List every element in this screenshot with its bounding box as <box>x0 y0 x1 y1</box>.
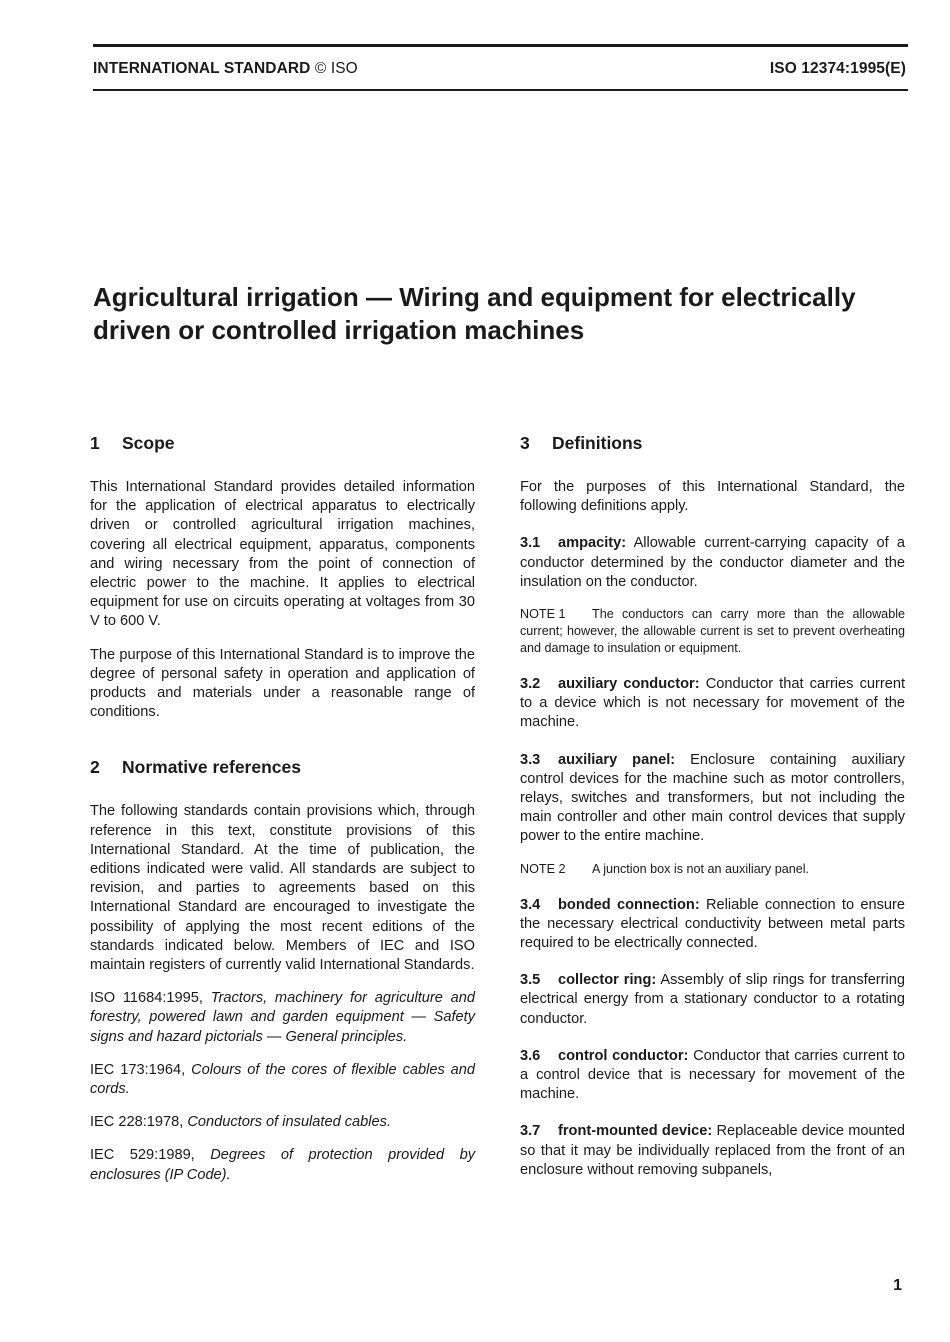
reference-item: IEC 529:1989, Degrees of protection provided by enclosures (IP Code). <box>90 1147 475 1183</box>
definition-note: NOTE 2 A junction box is not an auxiliary panel. <box>520 861 810 876</box>
header-iso-mark: © ISO <box>314 60 358 77</box>
definition-note: NOTE 1 The conductors can carry more than the allowable current; however, the allowable current is set to prevent overheating and damage to insulation or equipment. <box>520 607 905 656</box>
header-document-number: ISO 12374:1995(E) <box>769 60 906 77</box>
section-heading-scope: 1 Scope <box>90 433 175 453</box>
scope-paragraph-1: This International Standard provides detailed information for the application of electrical apparatus to electrically driven or controlled agricultural irrigation machines, covering all electrical equipment, apparatus, components and wiring necessary from the point of connection of electric power to the machine. It applies to electrical equipment for use on circuits operating at voltages from 30 V to 600 V. <box>90 479 475 630</box>
scope-paragraph-2: The purpose of this International Standard is to improve the degree of personal safety in operation and application of products and materials under a reasonable range of conditions. <box>90 646 475 721</box>
definition-item: 3.6 control conductor: Conductor that carries current to a control device that is necessary for movement of the machine. <box>520 1047 905 1103</box>
definition-item: 3.5 collector ring: Assembly of slip rings for transferring electrical energy from a stationary conductor to a rotating conductor. <box>520 972 906 1027</box>
normative-intro: The following standards contain provisions which, through reference in this text, constitute provisions of this International Standard. At the time of publication, the editions indicated were valid. All standards are subject to revision, and parties to agreements based on this International Standard are encouraged to investigate the possibility of applying the most recent editions of the standards indicated below. Members of IEC and ISO maintain registers of currently valid International Standards. <box>90 803 475 974</box>
reference-item: ISO 11684:1995, Tractors, machinery for agriculture and forestry, powered lawn and garden equipment — Safety signs and hazard pictorials — General principles. <box>90 990 475 1045</box>
definition-item: 3.7 front-mounted device: Replaceable device mounted so that it may be individually replaced from the front of an enclosure without removing subpanels, <box>520 1123 905 1178</box>
section-heading-definitions: 3 Definitions <box>520 433 643 453</box>
page-number: 1 <box>893 1277 902 1294</box>
reference-item: IEC 228:1978, Conductors of insulated cables. <box>90 1114 391 1131</box>
header-top-rule <box>93 44 908 47</box>
definition-item: 3.1 ampacity: Allowable current-carrying capacity of a conductor determined by the conductor diameter and the insulation on the conductor. <box>520 535 905 590</box>
definition-item: 3.2 auxiliary conductor: Conductor that carries current to a device which is not necessary for movement of the machine. <box>520 676 906 731</box>
reference-item: IEC 173:1964, Colours of the cores of flexible cables and cords. <box>90 1061 476 1098</box>
left-column <box>90 430 475 1185</box>
document-title: Agricultural irrigation — Wiring and equipment for electrically driven or controlled irrigation machines <box>93 282 856 345</box>
right-column <box>520 430 905 1180</box>
header-left <box>93 60 358 78</box>
definition-item: 3.3 auxiliary panel: Enclosure containing auxiliary control devices for the machine such as motor controllers, relays, switches and transformers, but not including the main controller and other main control devices that supply power to the entire machine. <box>520 751 905 845</box>
header-bottom-rule <box>93 89 908 91</box>
definitions-intro: For the purposes of this International Standard, the following definitions apply. <box>520 479 905 515</box>
section-heading-normative-references: 2 Normative references <box>90 757 301 778</box>
header-standard-label: INTERNATIONAL STANDARD <box>93 60 311 77</box>
definition-item: 3.4 bonded connection: Reliable connection to ensure the necessary electrical conductivity between metal parts required to be electrically connected. <box>520 896 905 952</box>
